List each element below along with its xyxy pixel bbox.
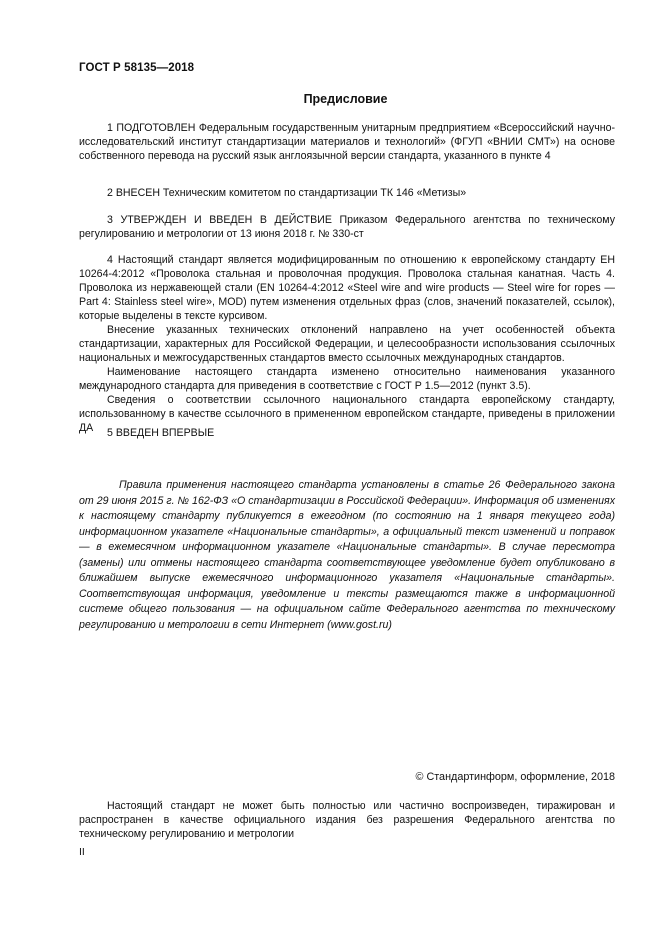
page-number: II	[79, 846, 85, 858]
foreword-item-4-paragraph-3: Наименование настоящего стандарта изменено относительно наименования указанного международного стандарта для приведения в соответствие с ГОСТ Р 1.5—2012 (пункт 3.5).	[79, 366, 615, 392]
foreword-item-4-paragraph-4: Сведения о соответствии ссылочного национального стандарта европейскому стандарту, использованному в качестве ссылочного в примененном европейском стандарте, приведены в приложении ДА	[79, 394, 615, 434]
foreword-item-1: 1 ПОДГОТОВЛЕН Федеральным государственным унитарным предприятием «Всероссийский научно-исследовательский институт стандартизации материалов и технологий» (ФГУП «ВНИИ СМТ») на основе собственного перевода на русский язык англоязычной версии стандарта, указанного в пункте 4	[79, 122, 615, 162]
standard-code: ГОСТ Р 58135—2018	[79, 62, 195, 74]
reproduction-notice: Настоящий стандарт не может быть полностью или частично воспроизведен, тиражирован и распространен в качестве официального издания без разрешения Федерального агентства по техническому регулированию и метрологии	[79, 800, 615, 841]
foreword-item-3: 3 УТВЕРЖДЕН И ВВЕДЕН В ДЕЙСТВИЕ Приказом Федерального агентства по техническому регулированию и метрологии от 13 июня 2018 г. № 330-ст	[79, 214, 615, 240]
foreword-item-5: 5 ВВЕДЕН ВПЕРВЫЕ	[107, 427, 215, 439]
page-title: Предисловие	[303, 92, 388, 106]
foreword-item-4	[79, 253, 615, 435]
application-notice: Правила применения настоящего стандарта установлены в статье 26 Федерального закона от 29 июня 2015 г. № 162-ФЗ «О стандартизации в Российской Федерации». Информация об изменениях к настоящему стандарту публикуется в ежегодном (по состоянию на 1 января текущего года) информационном указателе «Национальные стандарты», а официальный текст изменений и поправок — в ежемесячном информационном указателе «Национальные стандарты». В случае пересмотра (замены) или отмены настоящего стандарта соответствующее уведомление будет опубликовано в ближайшем выпуске ежемесячного информационного указателя «Национальные стандарты». Соответствующая информация, уведомление и тексты размещаются также в информационной системе общего пользования — на официальном сайте Федерального агентства по техническому регулированию и метрологии в сети Интернет (www.gost.ru)	[79, 479, 615, 631]
copyright-line: © Стандартинформ, оформление, 2018	[415, 771, 615, 783]
foreword-item-4-paragraph-2: Внесение указанных технических отклонений направлено на учет особенностей объекта стандартизации, характерных для Российской Федерации, и целесообразности использования ссылочных национальных и межгосударственных стандартов вместо ссылочных международных стандартов.	[79, 324, 615, 364]
foreword-item-2: 2 ВНЕСЕН Техническим комитетом по стандартизации ТК 146 «Метизы»	[107, 187, 467, 199]
foreword-item-4-paragraph-1: 4 Настоящий стандарт является модифицированным по отношению к европейскому стандарту ЕН 10264-4:2012 «Проволока стальная и проволочная продукция. Проволока стальная канатная. Часть 4. Проволока из нержавеющей стали (EN 10264-4:2012 «Steel wire and wire products — Steel wire for ropes — Part 4: Stainless steel wire», MOD) путем изменения отдельных фраз (слов, значений показателей, ссылок), которые выделены в тексте курсивом.	[79, 254, 615, 322]
